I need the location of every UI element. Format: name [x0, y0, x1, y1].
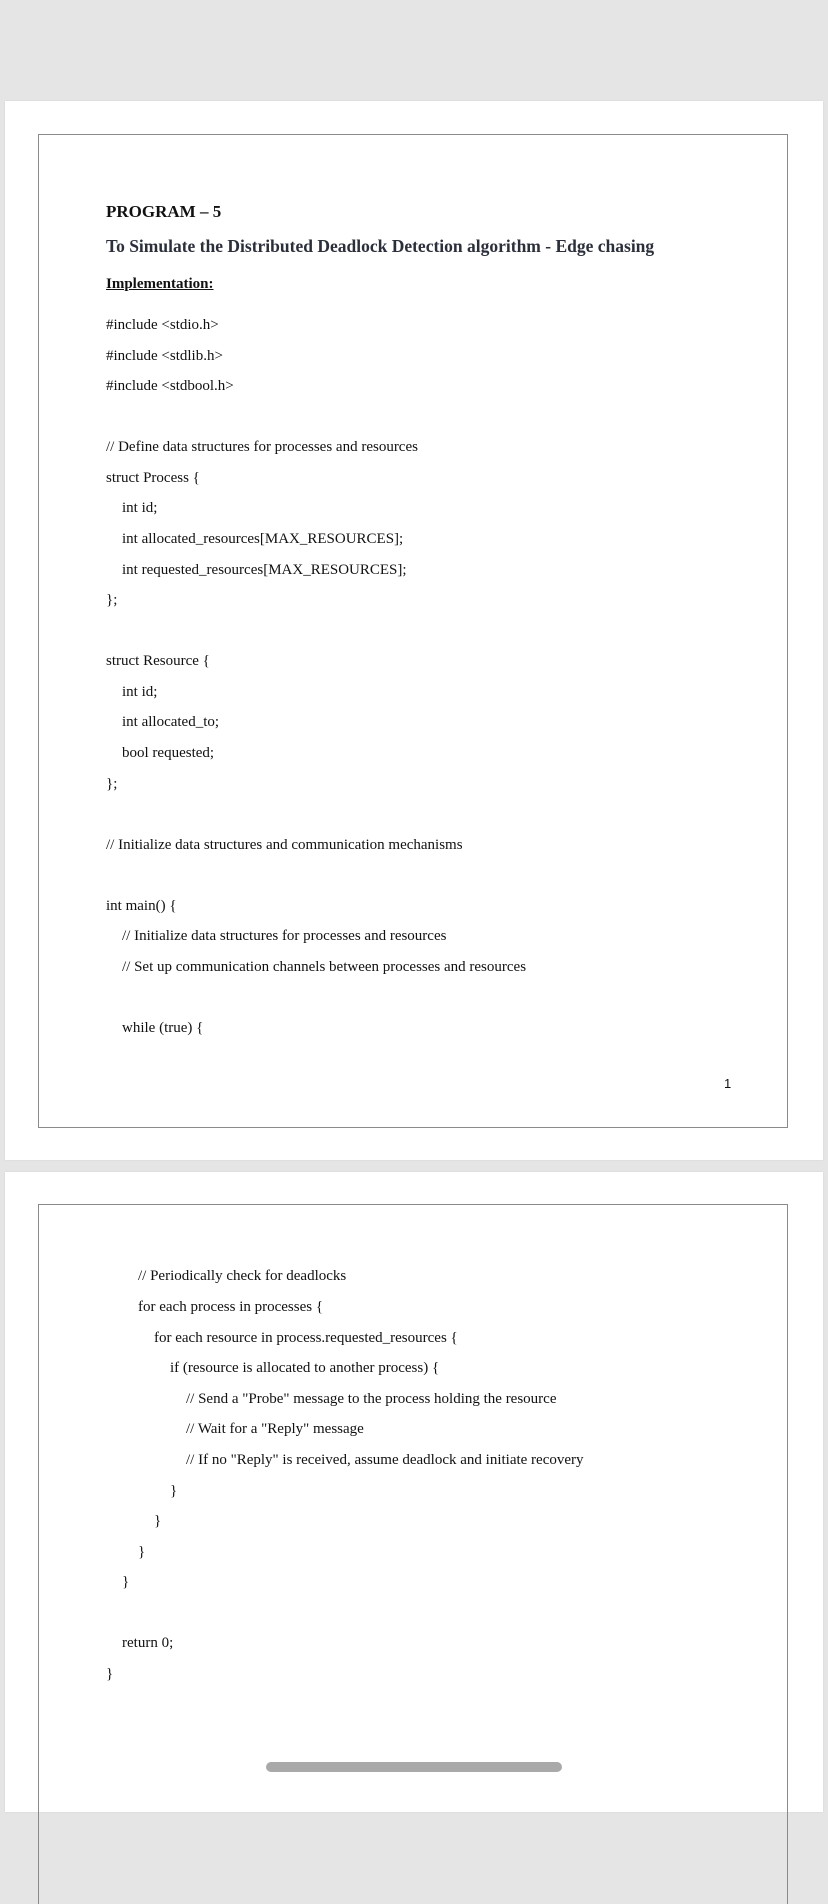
code-line: for each resource in process.requested_resources { — [154, 1330, 458, 1346]
code-line: bool requested; — [122, 745, 215, 761]
code-comment: // Periodically check for deadlocks — [138, 1268, 347, 1284]
code-line: int allocated_to; — [122, 714, 220, 730]
code-comment: // Wait for a "Reply" message — [186, 1421, 364, 1437]
code-line: if (resource is allocated to another process) { — [170, 1360, 440, 1376]
code-comment: // If no "Reply" is received, assume deadlock and initiate recovery — [186, 1452, 584, 1468]
code-line: for each process in processes { — [138, 1299, 324, 1315]
code-line: #include <stdbool.h> — [106, 378, 234, 394]
code-comment: // Define data structures for processes and resources — [106, 439, 418, 455]
code-line: struct Process { — [106, 470, 200, 486]
document-page-1 — [5, 101, 823, 1160]
code-line: int id; — [122, 500, 158, 516]
code-line: }; — [106, 776, 118, 792]
home-indicator[interactable] — [266, 1762, 562, 1772]
code-line: return 0; — [122, 1635, 174, 1651]
program-title: To Simulate the Distributed Deadlock Detection algorithm - Edge chasing — [106, 236, 655, 256]
code-line: } — [106, 1666, 114, 1682]
code-line: #include <stdlib.h> — [106, 348, 223, 364]
section-heading: Implementation: — [106, 276, 214, 292]
code-line: } — [154, 1513, 162, 1529]
document-page-2 — [5, 1172, 823, 1812]
page-number: 1 — [724, 1076, 732, 1091]
code-comment: // Initialize data structures for processes and resources — [122, 928, 447, 944]
code-line: while (true) { — [122, 1020, 204, 1036]
code-line: } — [138, 1544, 146, 1560]
program-heading: PROGRAM – 5 — [106, 202, 222, 221]
code-line: } — [170, 1483, 178, 1499]
code-line: int main() { — [106, 898, 177, 914]
code-line: }; — [106, 592, 118, 608]
code-line: struct Resource { — [106, 653, 210, 669]
code-line: } — [122, 1574, 130, 1590]
code-line: #include <stdio.h> — [106, 317, 219, 333]
code-line: int id; — [122, 684, 158, 700]
code-comment: // Set up communication channels between processes and resources — [122, 959, 527, 975]
code-line: int allocated_resources[MAX_RESOURCES]; — [122, 531, 404, 547]
code-line: int requested_resources[MAX_RESOURCES]; — [122, 562, 407, 578]
code-comment: // Send a "Probe" message to the process holding the resource — [186, 1391, 557, 1407]
code-comment: // Initialize data structures and communication mechanisms — [106, 837, 463, 853]
